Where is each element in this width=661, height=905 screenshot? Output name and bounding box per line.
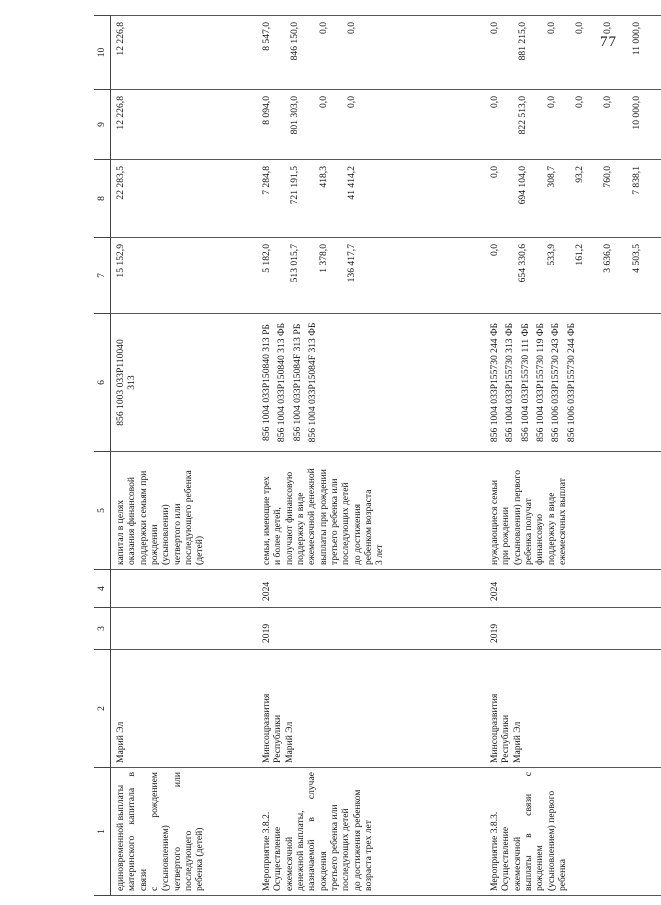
- start-year-cell: 2019: [257, 608, 485, 650]
- budget-code-cell: 856 1004 033Р150840 313 РБ 856 1004 033Р150840 313 ФБ 856 1004 033Р15084F 313 РБ 856 1004 033Р15084F 313 ФБ: [257, 314, 485, 452]
- table-row: [257, 16, 485, 896]
- col-header-3: 3: [94, 608, 111, 650]
- col-header-10: 10: [94, 16, 111, 90]
- table-row: [111, 16, 258, 896]
- end-year-cell: 2024: [257, 570, 485, 608]
- col-header-6: 6: [94, 314, 111, 452]
- measure-name-cell: Мероприятие 3.8.2. Осуществление ежемесячной денежной выплаты, назначаемой в случае рождения третьего ребенка или последующих детей до достижения ребенком возраста трех лет: [257, 768, 485, 896]
- column-number-header: [94, 16, 111, 896]
- amount-cell: 12 226,8: [111, 90, 258, 160]
- col-header-5: 5: [94, 452, 111, 570]
- end-year-cell: [111, 570, 258, 608]
- amount-cell: 7 284,8 721 191,5 418,3 41 414,2: [257, 160, 485, 238]
- measure-name-cell: Мероприятие 3.8.3. Осуществление ежемесячной выплаты в связи с рождением (усыновлением) первого ребенка: [485, 768, 661, 896]
- col-header-4: 4: [94, 570, 111, 608]
- amount-cell: 8 547,0 846 150,0 0,0 0,0: [257, 16, 485, 90]
- col-header-7: 7: [94, 238, 111, 314]
- amount-cell: 22 283,5: [111, 160, 258, 238]
- col-header-8: 8: [94, 160, 111, 238]
- table-row: [485, 16, 661, 896]
- expected-result-cell: семьи, имеющие трех и более детей, получают финансовую поддержку в виде ежемесячной денежной выплаты при рождении третьего ребенка или последующих детей до достижения ребенком возраста 3 лет: [257, 452, 485, 570]
- amount-cell: 0,0 822 513,0 0,0 0,0 0,0 10 000,0: [485, 90, 661, 160]
- measure-name-cell: единовременной выплаты материнского капитала в связи с рождением (усыновлением) четвертого или последующего ребенка (детей): [111, 768, 258, 896]
- rotated-table-container: [94, 16, 642, 896]
- executor-cell: Минсоцразвития Республики Марий Эл: [257, 650, 485, 768]
- amount-cell: 15 152,9: [111, 238, 258, 314]
- start-year-cell: [111, 608, 258, 650]
- executor-cell: Минсоцразвития Республики Марий Эл: [485, 650, 661, 768]
- amount-cell: 0,0 694 104,0 308,7 93,2 760,0 7 838,1: [485, 160, 661, 238]
- expected-result-cell: нуждающиеся семьи при рождении (усыновлении) первого ребенка получат финансовую поддержку в виде ежемесячных выплат: [485, 452, 661, 570]
- col-header-2: 2: [94, 650, 111, 768]
- col-header-9: 9: [94, 90, 111, 160]
- budget-code-cell: 856 1004 033Р155730 244 ФБ 856 1004 033Р155730 313 ФБ 856 1004 033Р155730 111 ФБ 856 1004 033Р155730 119 ФБ 856 1006 033Р155730 243 ФБ 856 1006 033Р155730 244 ФБ: [485, 314, 661, 452]
- col-header-1: 1: [94, 768, 111, 896]
- amount-cell: 5 182,0 513 015,7 1 378,0 136 417,7: [257, 238, 485, 314]
- amount-cell: 12 226,8: [111, 16, 258, 90]
- budget-table: [94, 15, 661, 896]
- budget-code-cell: 856 1003 033Р110040 313: [111, 314, 258, 452]
- expected-result-cell: капитал в целях оказания финансовой поддержки семьям при рождении (усыновлении) четвертого или последующего ребенка (детей): [111, 452, 258, 570]
- amount-cell: 0,0 881 215,0 0,0 0,0 0,0 11 000,0: [485, 16, 661, 90]
- start-year-cell: 2019: [485, 608, 661, 650]
- page-number: 77: [600, 34, 617, 50]
- end-year-cell: 2024: [485, 570, 661, 608]
- executor-cell: Марий Эл: [111, 650, 258, 768]
- amount-cell: 0,0 654 330,6 533,9 161,2 3 636,0 4 503,5: [485, 238, 661, 314]
- amount-cell: 8 094,0 801 303,0 0,0 0,0: [257, 90, 485, 160]
